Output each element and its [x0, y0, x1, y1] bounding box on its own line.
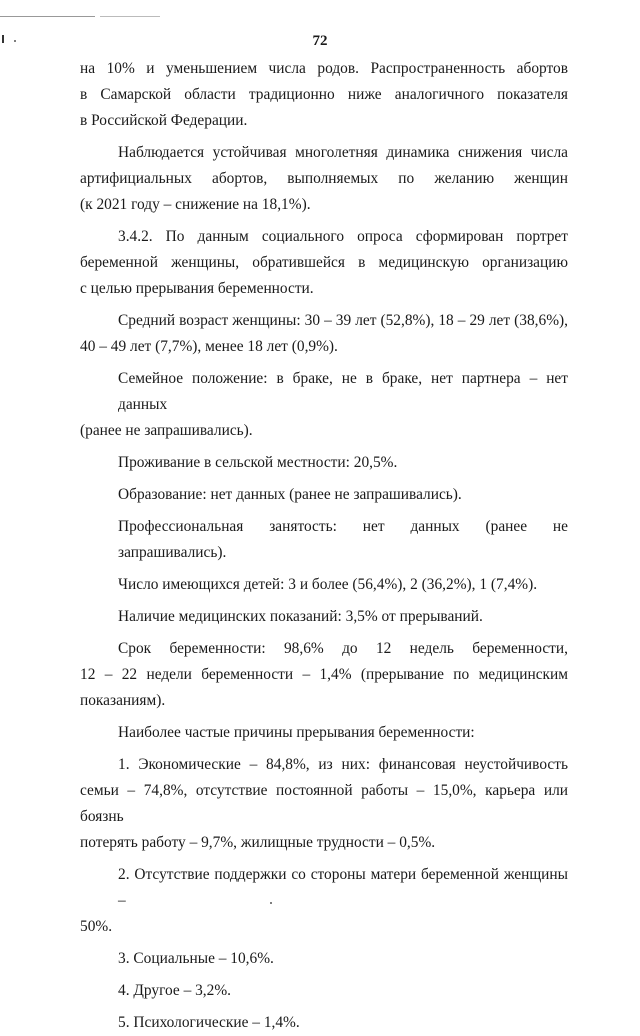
text-line: Образование: нет данных (ранее не запрашивались).: [118, 486, 462, 503]
scan-artifact-line: [100, 16, 160, 17]
paragraph: [80, 862, 568, 940]
text-line: артифициальных абортов, выполняемых по желанию женщин: [80, 170, 568, 187]
text-line: 4. Другое – 3,2%.: [118, 982, 232, 999]
text-line: Число имеющихся детей: 3 и более (56,4%), 2 (36,2%), 1 (7,4%).: [118, 576, 538, 593]
text-line: в Российской Федерации.: [80, 112, 248, 129]
text-line: беременной женщины, обратившейся в медицинскую организацию: [80, 254, 568, 271]
paragraph: [80, 604, 568, 630]
text-line: Наличие медицинских показаний: 3,5% от прерываний.: [118, 608, 483, 625]
text-line: Профессиональная занятость: нет данных (ранее не запрашивались).: [118, 518, 568, 561]
text-line: 1. Экономические – 84,8%, из них: финансовая неустойчивость: [118, 756, 568, 773]
paragraph: [80, 366, 568, 444]
paragraph: [80, 636, 568, 714]
list-item: [80, 978, 568, 1004]
text-line: 3.4.2. По данным социального опроса сформирован портрет: [118, 228, 568, 245]
text-line: с целью прерывания беременности.: [80, 280, 314, 297]
text-line: в Самарской области традиционно ниже аналогичного показателя: [80, 86, 568, 103]
text-line: 5. Психологические – 1,4%.: [118, 1014, 300, 1031]
text-line: Семейное положение: в браке, не в браке, нет партнера – нет данных: [118, 370, 568, 413]
scan-artifact-line: [0, 16, 95, 17]
text-line: 3. Социальные – 10,6%.: [118, 950, 274, 967]
paragraph: [80, 308, 568, 360]
text-line: Наблюдается устойчивая многолетняя динамика снижения числа: [118, 144, 568, 161]
text-line: на 10% и уменьшением числа родов. Распространенность абортов: [80, 60, 568, 77]
paragraph: [80, 572, 568, 598]
page-number: 72: [312, 33, 328, 49]
text-line: 2. Отсутствие поддержки со стороны матери беременной женщины –: [118, 866, 568, 909]
text-line: 12 – 22 недели беременности – 1,4% (прерывание по медицинским: [80, 666, 568, 683]
text-line: Наиболее частые причины прерывания беременности:: [118, 724, 475, 741]
paragraph: [80, 720, 568, 746]
paragraph: [80, 56, 568, 134]
text-line: 50%.: [80, 918, 113, 935]
body-text: [80, 56, 568, 1036]
paragraph: [80, 450, 568, 476]
text-line: (ранее не запрашивались).: [80, 422, 253, 439]
paragraph: [80, 140, 568, 218]
text-line: Средний возраст женщины: 30 – 39 лет (52,8%), 18 – 29 лет (38,6%),: [118, 312, 568, 329]
list-item: [80, 1010, 568, 1036]
paragraph: [80, 752, 568, 856]
list-item: [80, 946, 568, 972]
text-line: потерять работу – 9,7%, жилищные трудности – 0,5%.: [80, 834, 436, 851]
text-line: семьи – 74,8%, отсутствие постоянной работы – 15,0%, карьера или боязнь: [80, 782, 568, 825]
paragraph: [80, 514, 568, 566]
paragraph: [80, 482, 568, 508]
text-line: Проживание в сельской местности: 20,5%.: [118, 454, 398, 471]
text-line: Срок беременности: 98,6% до 12 недель беременности,: [118, 640, 568, 657]
text-line: (к 2021 году – снижение на 18,1%).: [80, 196, 311, 213]
text-line: показаниям).: [80, 692, 166, 709]
paragraph: [80, 224, 568, 302]
text-line: 40 – 49 лет (7,7%), менее 18 лет (0,9%).: [80, 338, 338, 355]
